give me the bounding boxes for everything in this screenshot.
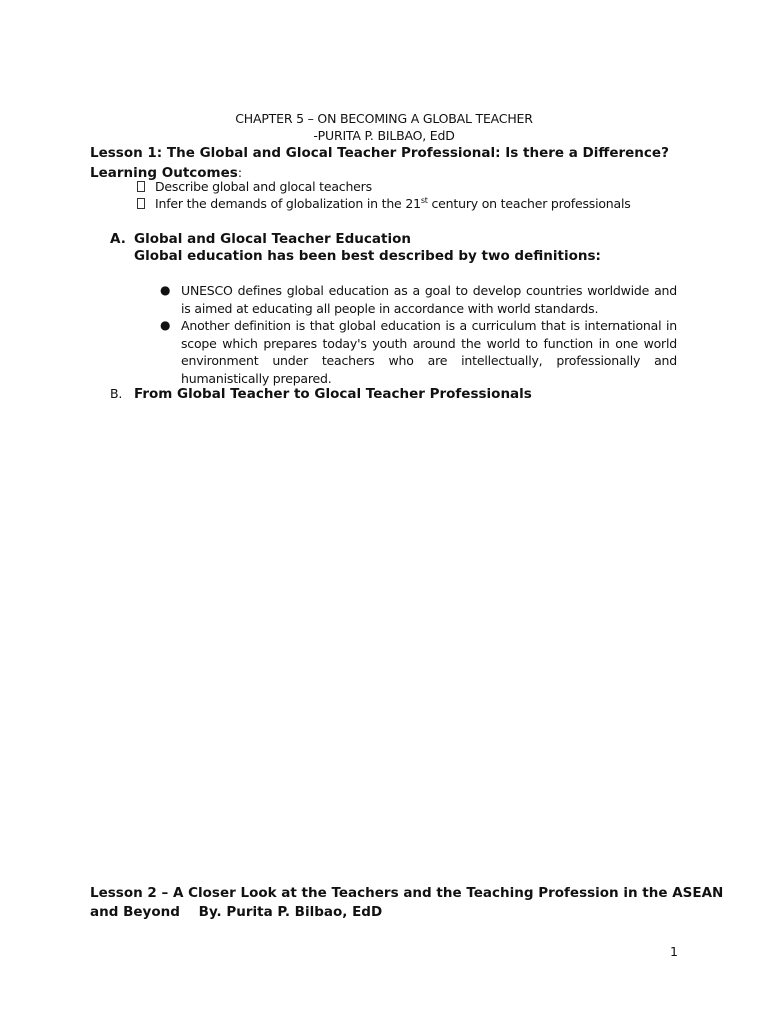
list-item	[160, 317, 677, 387]
outcome-superscript: st	[420, 196, 428, 205]
lesson2-title-line2: and Beyond By. Purita P. Bilbao, EdD	[90, 904, 383, 920]
checkbox-icon	[137, 198, 145, 209]
bullet-icon: ●	[160, 283, 171, 297]
learning-outcomes-label: Learning Outcomes	[90, 165, 238, 181]
outcome-item	[137, 179, 372, 194]
lesson2-title-line1: Lesson 2 – A Closer Look at the Teachers and the Teaching Profession in the ASEAN	[90, 885, 724, 901]
author-line: -PURITA P. BILBAO, EdD	[313, 128, 455, 143]
outcome-text-after: century on teacher professionals	[427, 196, 631, 212]
bullet-text: UNESCO defines global education as a goal to develop countries worldwide and is aimed at educating all people in accordance with world standards.	[181, 283, 677, 316]
lesson1-title: Lesson 1: The Global and Glocal Teacher Professional: Is there a Difference?	[90, 145, 669, 161]
bullet-text: Another definition is that global education is a curriculum that is international in scope which prepares today's youth around the world to function in one world environment under teachers who are intellectually, professionally and humanistically prepared.	[181, 318, 677, 386]
definitions-list	[160, 282, 677, 387]
section-a-subheading: Global education has been best described by two definitions:	[134, 248, 601, 264]
bullet-icon: ●	[160, 318, 171, 332]
outcome-item	[137, 196, 631, 211]
section-a-heading: Global and Glocal Teacher Education	[134, 231, 411, 247]
outcome-text-before: Infer the demands of globalization in the 21	[155, 196, 421, 212]
section-b-heading: From Global Teacher to Glocal Teacher Professionals	[134, 386, 532, 402]
chapter-title: CHAPTER 5 – ON BECOMING A GLOBAL TEACHER	[235, 111, 533, 126]
section-b-letter: B.	[110, 386, 123, 401]
outcome-text: Describe global and glocal teachers	[155, 179, 372, 194]
list-item	[160, 282, 677, 317]
page-number: 1	[670, 944, 678, 959]
checkbox-icon	[137, 181, 145, 192]
learning-outcomes-colon: :	[237, 165, 242, 180]
section-a-letter: A.	[110, 231, 126, 247]
